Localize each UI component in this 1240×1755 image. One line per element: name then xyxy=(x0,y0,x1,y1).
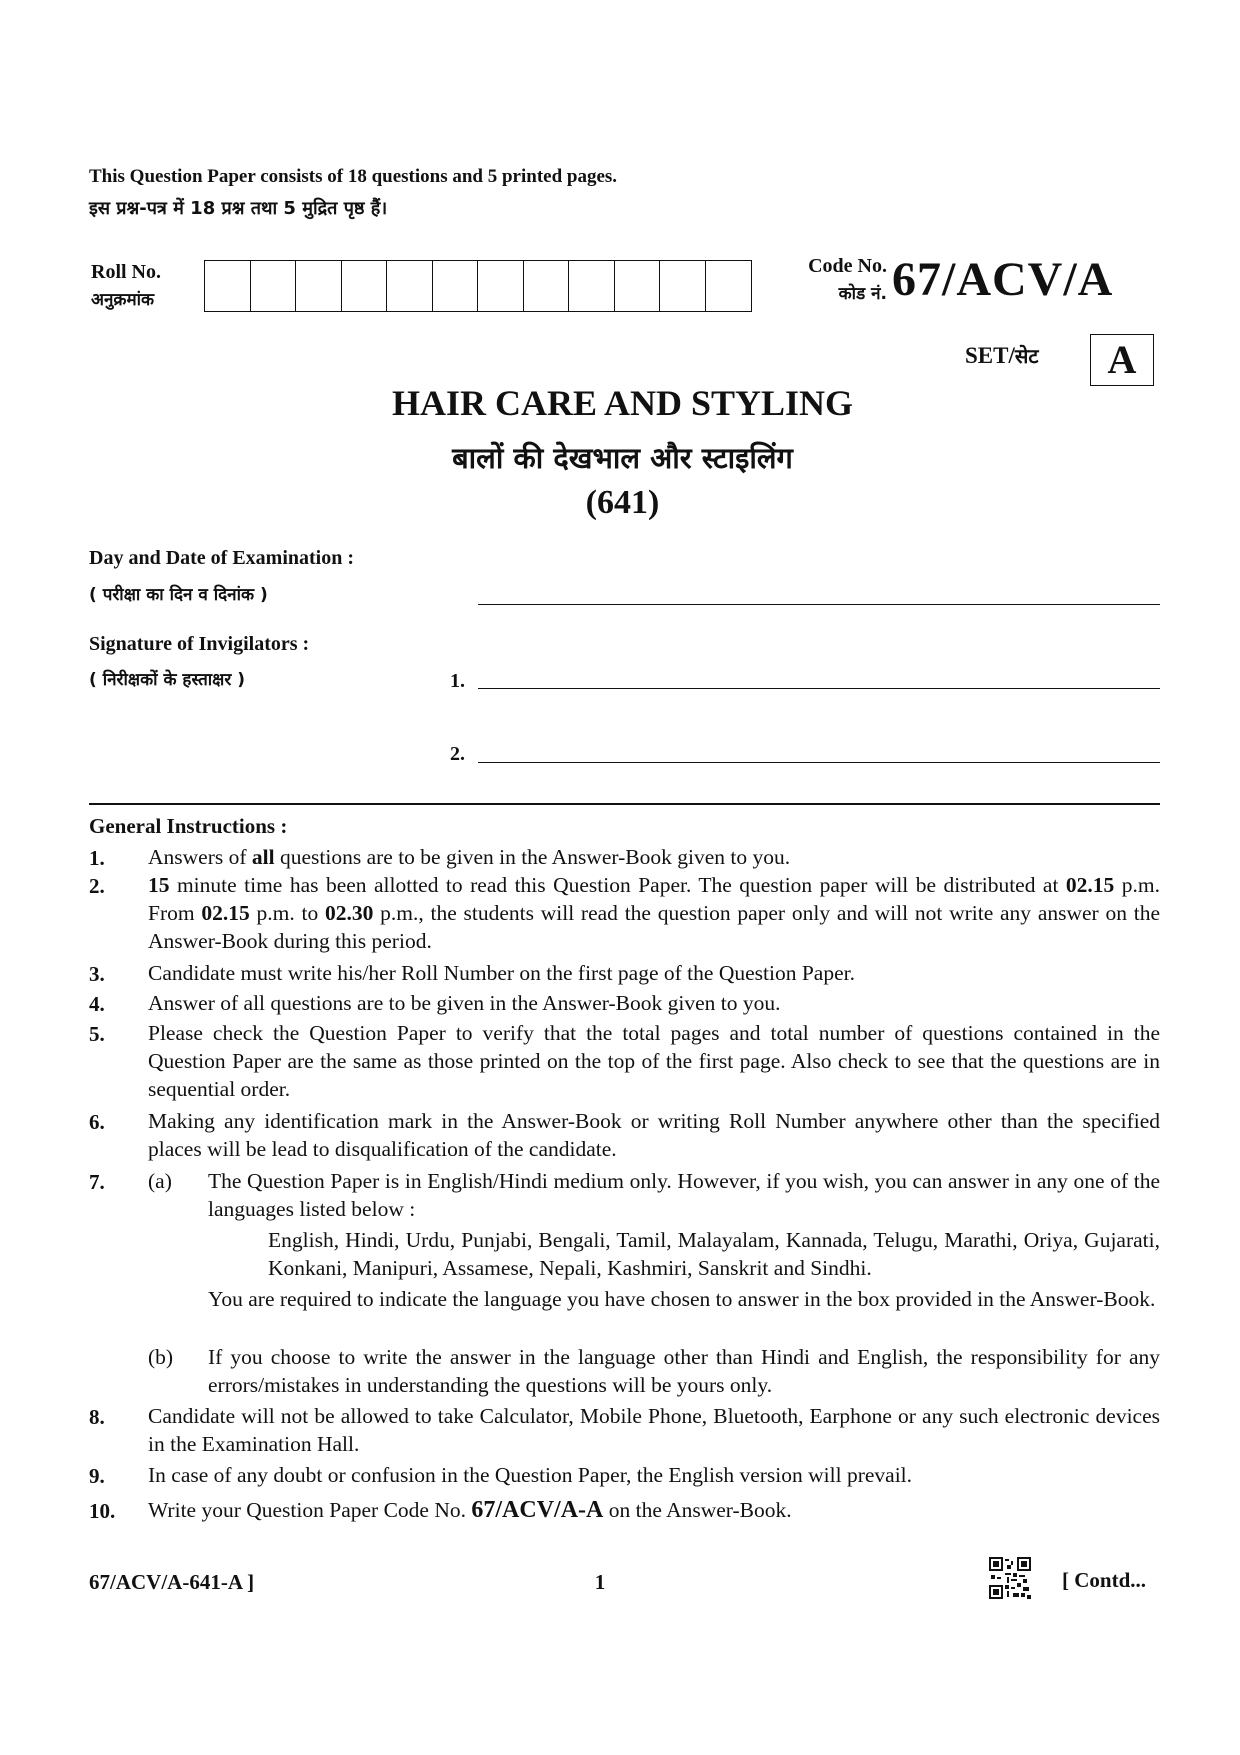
instruction-number: 5. xyxy=(89,1022,105,1046)
invigilator-2-number: 2. xyxy=(450,743,465,765)
instruction-text: Please check the Question Paper to verify that the total pages and total number of questions contained in the Question Paper are the same as those printed on the top of the first page. Also check to see that the questions are in sequential order. xyxy=(148,1021,1160,1101)
roll-box[interactable] xyxy=(387,261,433,311)
instruction-number: 8. xyxy=(89,1405,105,1429)
instruction-text: Making any identification mark in the Answer-Book or writing Roll Number anywhere other than the specified places will be lead to disqualification of the candidate. xyxy=(148,1109,1160,1161)
roll-box[interactable] xyxy=(706,261,752,311)
footer-paper-code: 67/ACV/A-641-A ] xyxy=(89,1570,255,1594)
roll-box[interactable] xyxy=(478,261,524,311)
instruction-number: 4. xyxy=(89,992,105,1016)
roll-number-label xyxy=(91,258,161,314)
sub-item-label: (b) xyxy=(148,1345,174,1369)
roll-box[interactable] xyxy=(342,261,388,311)
instruction-number: 2. xyxy=(89,874,105,898)
instruction-number: 3. xyxy=(89,962,105,986)
instruction-number: 1. xyxy=(89,846,105,870)
code-label-english: Code No. xyxy=(808,255,887,277)
instruction-text: Answers of all questions are to be given in the Answer-Book given to you. xyxy=(148,845,791,869)
instruction-text: The Question Paper is in English/Hindi medium only. However, if you wish, you can answer in any one of the languages listed below : xyxy=(208,1169,1160,1221)
roll-label-hindi: अनुक्रमांक xyxy=(91,290,155,310)
code-number-label xyxy=(783,252,887,308)
invigilators-label-hindi: ( निरीक्षकों के हस्ताक्षर ) xyxy=(89,670,245,690)
instruction-number: 10. xyxy=(89,1499,116,1523)
roll-box[interactable] xyxy=(524,261,570,311)
set-value-box: A xyxy=(1090,334,1154,386)
instruction-text: Candidate will not be allowed to take Calculator, Mobile Phone, Bluetooth, Earphone or any such electronic devices in the Examination Hall. xyxy=(148,1404,1160,1456)
roll-label-english: Roll No. xyxy=(91,261,161,283)
pages-info-english: This Question Paper consists of 18 questions and 5 printed pages. xyxy=(89,166,618,187)
code-number-value: 67/ACV/A xyxy=(892,253,1114,306)
set-label-english: SET/ xyxy=(965,343,1015,368)
invigilators-label: Signature of Invigilators : xyxy=(89,633,310,655)
roll-box[interactable] xyxy=(660,261,706,311)
exam-date-field[interactable] xyxy=(478,604,1160,605)
invigilator-1-signature-field[interactable] xyxy=(478,688,1160,689)
roll-box[interactable] xyxy=(296,261,342,311)
roll-box[interactable] xyxy=(205,261,251,311)
instruction-number: 6. xyxy=(89,1110,105,1134)
pages-info-hindi: इस प्रश्न-पत्र में 18 प्रश्न तथा 5 मुद्रित पृष्ठ हैं। xyxy=(89,198,388,219)
exam-date-label: Day and Date of Examination : xyxy=(89,547,355,569)
roll-box[interactable] xyxy=(615,261,661,311)
instruction-text: Write your Question Paper Code No. 67/ACV/A-A on the Answer-Book. xyxy=(148,1497,792,1523)
roll-box[interactable] xyxy=(569,261,615,311)
instruction-text: Answer of all questions are to be given in the Answer-Book given to you. xyxy=(148,991,781,1015)
instruction-text: 15 minute time has been allotted to read this Question Paper. The question paper will be distributed at 02.15 p.m. From 02.15 p.m. to 02.30 p.m., the students will read the question paper only and will not write any answer on the Answer-Book during this period. xyxy=(148,873,1160,953)
invigilator-2-signature-field[interactable] xyxy=(478,762,1160,763)
set-label-hindi: सेट xyxy=(1014,344,1039,368)
subject-title-hindi: बालों की देखभाल और स्टाइलिंग xyxy=(452,441,793,475)
instruction-text: Candidate must write his/her Roll Number on the first page of the Question Paper. xyxy=(148,961,855,985)
language-list: English, Hindi, Urdu, Punjabi, Bengali, Tamil, Malayalam, Kannada, Telugu, Marathi, Oriya, Gujarati, Konkani, Manipuri, Assamese, Nepali, Kashmiri, Sanskrit and Sindhi. xyxy=(268,1228,1160,1280)
instruction-number: 7. xyxy=(89,1170,105,1194)
set-label xyxy=(965,342,1038,369)
sub-item-label: (a) xyxy=(148,1169,172,1193)
subject-title: HAIR CARE AND STYLING xyxy=(391,383,854,423)
roll-box[interactable] xyxy=(251,261,297,311)
subject-code: (641) xyxy=(585,484,660,521)
instruction-text: In case of any doubt or confusion in the Question Paper, the English version will prevail. xyxy=(148,1463,913,1487)
continued-label: [ Contd... xyxy=(1062,1568,1147,1592)
qr-code-icon xyxy=(989,1557,1031,1599)
invigilator-1-number: 1. xyxy=(450,670,465,692)
roll-box[interactable] xyxy=(433,261,479,311)
code-label-hindi: कोड नं. xyxy=(838,284,887,304)
instruction-number: 9. xyxy=(89,1464,105,1488)
exam-date-label-hindi: ( परीक्षा का दिन व दिनांक ) xyxy=(89,585,268,605)
instruction-text: If you choose to write the answer in the language other than Hindi and English, the responsibility for any errors/mistakes in understanding the questions will be yours only. xyxy=(208,1345,1160,1397)
instructions-heading: General Instructions : xyxy=(89,814,288,838)
instruction-text: You are required to indicate the language you have chosen to answer in the box provided in the Answer-Book. xyxy=(208,1287,1156,1311)
page-number: 1 xyxy=(594,1570,606,1594)
roll-number-boxes[interactable] xyxy=(204,260,752,312)
section-divider xyxy=(89,803,1160,805)
